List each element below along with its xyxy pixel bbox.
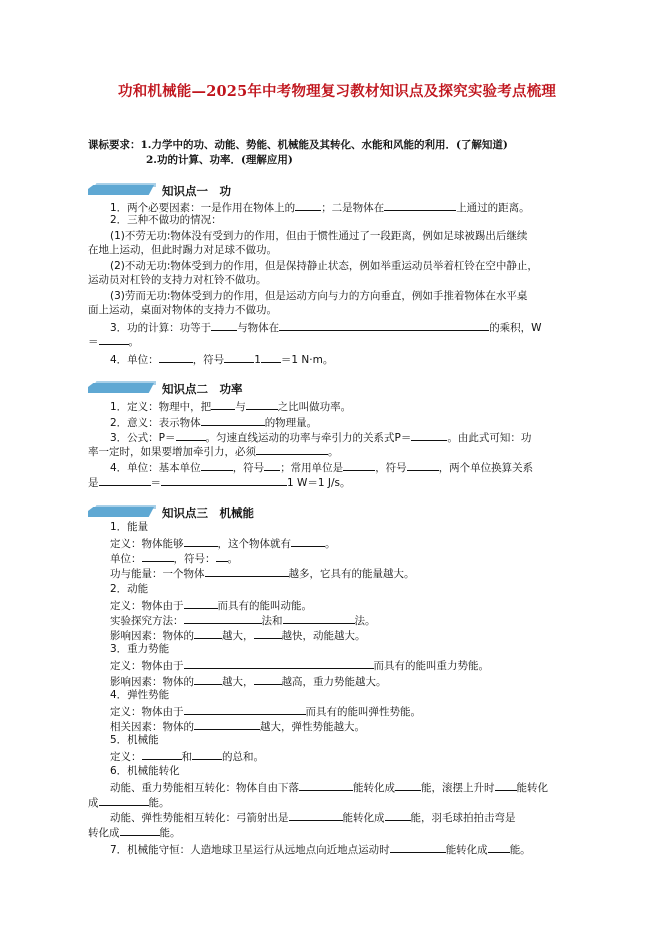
s3-heading-mechanical: 5．机械能 [110, 734, 159, 746]
s1-line-7: (3)劳而无功:物体受到力的作用，但是运动方向与力的方向垂直，例如手推着物体在水平桌 [110, 290, 528, 302]
curriculum-requirements-line2: 2.功的计算、功率．(理解应用) [146, 154, 293, 166]
s3-heading-conversion: 6．机械能转化 [110, 765, 180, 777]
s3-gravitational-factors: 影响因素：物体的 越大， 越高，重力势能越大。 [110, 676, 387, 688]
s3-elastic-definition: 定义：物体由于 而具有的能叫弹性势能。 [110, 706, 421, 718]
document-title: 功和机械能—2025年中考物理复习教材知识点及探究实验考点梳理 [118, 83, 557, 100]
section-banner-icon [88, 185, 154, 195]
s2-line-3: 3．公式：P＝ 。匀速直线运动的功率与牵引力的关系式P＝ 。由此式可知：功 [110, 432, 532, 444]
s3-conversion-line-1: 动能、重力势能相互转化：物体自由下落 能转化成 能，滚摆上升时 能转化 [110, 782, 548, 794]
s3-energy-unit: 单位： ，符号： 。 [110, 553, 238, 565]
s3-energy-definition: 定义：物体能够 ，这个物体就有 。 [110, 538, 336, 550]
section-banner-icon [88, 507, 154, 517]
section-header-power [88, 381, 328, 395]
s2-line-5: 4．单位：基本单位 ，符号 ；常用单位是 ，符号 ，两个单位换算关系 [110, 462, 534, 474]
s1-line-3: (1)不劳无功:物体没有受到力的作用，但由于惯性通过了一段距离，例如足球被踢出后继续 [110, 230, 528, 242]
s3-conversion-line-4: 转化成 能。 [88, 827, 181, 839]
s3-heading-energy: 1．能量 [110, 521, 149, 533]
s1-line-5: (2)不动无功:物体受到力的作用，但是保持静止状态，例如举重运动员举着杠铃在空中静止， [110, 260, 538, 272]
s1-line-6: 运动员对杠铃的支持力对杠铃不做功。 [88, 274, 267, 286]
s3-conversion-line-3: 动能、弹性势能相互转化：弓箭射出是 能转化成 能，羽毛球拍拍击弯是 [110, 812, 516, 824]
s1-line-2: 2．三种不做功的情况： [110, 214, 222, 226]
s1-line-1: 1．两个必要因素：一是作用在物体上的 ；二是物体在 上通过的距离。 [110, 202, 530, 214]
s3-work-and-energy: 功与能量：一个物体 越多，它具有的能量越大。 [110, 568, 415, 580]
s3-conservation-line: 7．机械能守恒：人造地球卫星运行从远地点向近地点运动时 能转化成 能。 [110, 844, 531, 856]
s3-heading-kinetic: 2．动能 [110, 583, 149, 595]
s3-kinetic-definition: 定义：物体由于 而具有的能叫动能。 [110, 600, 312, 612]
s3-conversion-line-2: 成 能。 [88, 797, 170, 809]
s3-heading-gravitational: 3．重力势能 [110, 643, 170, 655]
s1-line-4: 在地上运动，但此时踢力对足球不做功。 [88, 244, 277, 256]
section-banner-icon [88, 383, 154, 393]
section-header-work [88, 183, 328, 197]
section-header-mechanical-energy [88, 505, 328, 519]
section-title: 知识点三 机械能 [162, 506, 254, 520]
curriculum-requirements-line1: 课标要求：1.力学中的功、动能、势能、机械能及其转化、水能和风能的利用．(了解知道) [88, 139, 508, 151]
s1-line-9: 3．功的计算：功等于 与物体在 的乘积，W [110, 322, 542, 334]
s1-line-10: ＝ 。 [88, 336, 139, 348]
section-title: 知识点一 功 [162, 184, 231, 198]
s3-kinetic-factors: 影响因素：物体的 越大， 越快，动能越大。 [110, 630, 366, 642]
section-title: 知识点二 功率 [162, 382, 243, 396]
s3-gravitational-definition: 定义：物体由于 而具有的能叫重力势能。 [110, 660, 489, 672]
s1-line-11: 4．单位： ，符号 1 ＝1 N·m。 [110, 354, 334, 366]
s2-line-2: 2．意义：表示物体 的物理量。 [110, 417, 318, 429]
s3-kinetic-experiment: 实验探究方法： 法和 法。 [110, 615, 376, 627]
s3-heading-elastic: 4．弹性势能 [110, 689, 170, 701]
s3-elastic-factors: 相关因素：物体的 越大，弹性势能越大。 [110, 721, 365, 733]
s1-line-8: 面上运动，桌面对物体的支持力不做功。 [88, 304, 277, 316]
s2-line-4: 率一定时，如果要增加牵引力，必须 。 [88, 446, 339, 458]
s2-line-1: 1．定义：物理中，把 与 之比叫做功率。 [110, 401, 352, 413]
s2-line-6: 是 ＝ 1 W＝1 J/s。 [88, 477, 351, 489]
s3-mechanical-definition: 定义： 和 的总和。 [110, 751, 264, 763]
